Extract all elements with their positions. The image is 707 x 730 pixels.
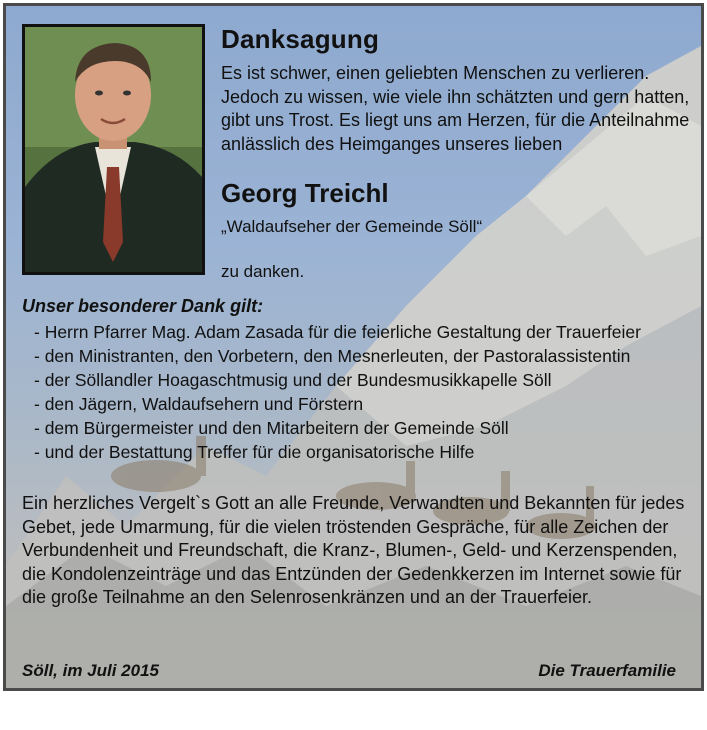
list-item: - den Jägern, Waldaufsehern und Förstern [34, 394, 364, 414]
gratitude-paragraph: Ein herzliches Vergelt`s Gott an alle Freunde, Verwandten und Bekannten für jedes Gebet, jede Umarmung, für die vielen tröstenden Gespräche, für alle Zeichen der Verbundenheit und Freundschaft, die Kranz-, Blumen-, Geld- und Kerzenspenden, die Kondolenzeinträge und das Entzünden der Gedenkkerzen im Internet sowie für die große Teilnahme an den Selenrosenkränzen und an der Trauerfeier. [22, 493, 685, 607]
list-item: - dem Bürgermeister und den Mitarbeitern der Gemeinde Söll [34, 418, 509, 438]
list-item: - und der Bestattung Treffer für die organisatorische Hilfe [34, 442, 475, 462]
signature: Die Trauerfamilie [538, 661, 676, 680]
special-thanks-heading: Unser besonderer Dank gilt: [22, 296, 264, 316]
place-date: Söll, im Juli 2015 [22, 661, 160, 680]
list-item: - der Söllandler Hoagaschtmusig und der Bundesmusikkapelle Söll [34, 370, 552, 390]
list-item: - Herrn Pfarrer Mag. Adam Zasada für die feierliche Gestaltung der Trauerfeier [34, 322, 641, 342]
obituary-card [3, 3, 704, 691]
intro-paragraph: Es ist schwer, einen geliebten Menschen zu verlieren. Jedoch zu wissen, wie viele ihn schätzten und gern hatten, gibt uns Trost. Es liegt uns am Herzen, für die Anteilnahme anlässlich des Heimganges unseres lieben [221, 63, 690, 154]
closing-phrase: zu danken. [221, 262, 305, 281]
list-item: - den Ministranten, den Vorbetern, den Mesnerleuten, der Pastoralassistentin [34, 346, 631, 366]
deceased-name: Georg Treichl [221, 178, 389, 208]
portrait-image [25, 27, 202, 272]
portrait-photo [22, 24, 205, 275]
special-thanks-list [34, 320, 641, 464]
page-title: Danksagung [221, 24, 380, 54]
deceased-role: „Waldaufseher der Gemeinde Söll“ [221, 217, 483, 236]
